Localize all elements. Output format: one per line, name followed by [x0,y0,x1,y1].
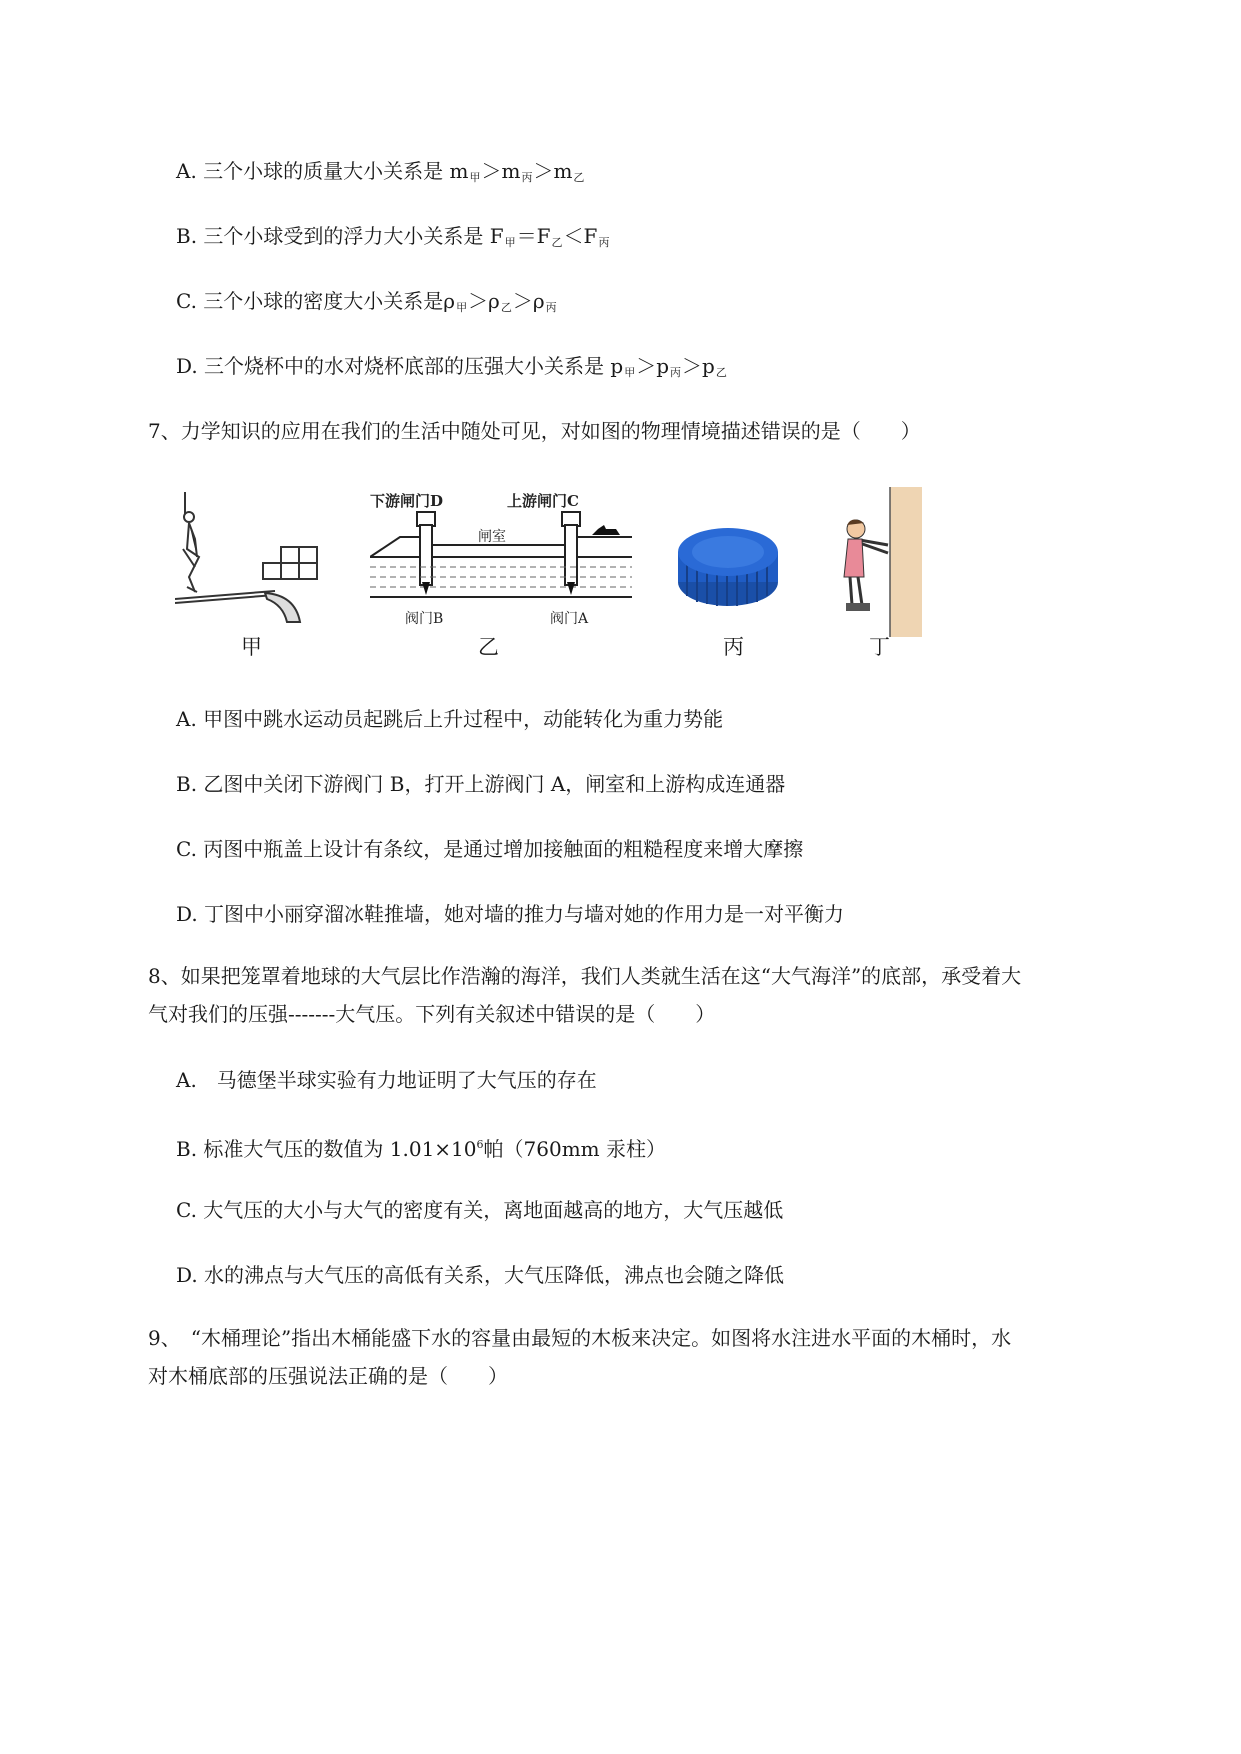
ship-lock-diagram [370,487,635,637]
q7-figure [175,487,925,662]
q8-option-a: A. 马德堡半球实验有力地证明了大气压的存在 [176,1068,597,1092]
q9-stem-line1: 9、 “木桶理论”指出木桶能盛下水的容量由最短的木板来决定。如图将水注进水平面的木桶时，水 [148,1326,1012,1350]
q7-option-b: B. 乙图中关闭下游阀门 B，打开上游阀门 A，闸室和上游构成连通器 [176,772,786,796]
gate-c-label: 上游闸门C [507,492,579,510]
q8-stem-line1: 8、如果把笼罩着地球的大气层比作浩瀚的海洋，我们人类就生活在这“大气海洋”的底部，承受着大 [148,964,1022,988]
q7-option-d: D. 丁图中小丽穿溜冰鞋推墙，她对墙的推力与墙对她的作用力是一对平衡力 [176,902,845,926]
bottle-cap-image [675,522,785,612]
q6-option-c: C. 三个小球的密度大小关系是$\rho_甲>\rho_乙>\rho_丙$ [176,289,557,314]
label-jia: 甲 [241,635,262,659]
label-bing: 丙 [723,635,744,659]
q6-option-b: B. 三个小球受到的浮力大小关系是 $F_甲=F_乙<F_丙$ [176,224,610,249]
q8-option-d: D. 水的沸点与大气压的高低有关系，大气压降低，沸点也会随之降低 [176,1263,785,1287]
chamber-label: 闸室 [478,529,506,545]
q7-option-a: A. 甲图中跳水运动员起跳后上升过程中，动能转化为重力势能 [176,707,724,731]
q9-stem-line2: 对木桶底部的压强说法正确的是（ ） [148,1364,508,1388]
q6-option-a: A. 三个小球的质量大小关系是 $m_甲>m_丙>m_乙$ [176,159,585,184]
girl-pushing-wall-illustration [830,487,925,637]
valve-b-label: 阀门B [405,611,444,627]
q7-option-c: C. 丙图中瓶盖上设计有条纹，是通过增加接触面的粗糙程度来增大摩擦 [176,837,804,861]
valve-a-label: 阀门A [550,611,589,627]
q6-option-d: D. 三个烧杯中的水对烧杯底部的压强大小关系是 $p_甲>p_丙>p_乙$ [176,354,727,379]
gate-d-label: 下游闸门D [370,492,444,510]
diver-illustration [175,487,335,632]
label-ding: 丁 [869,635,890,659]
q8-option-c: C. 大气压的大小与大气的密度有关，离地面越高的地方，大气压越低 [176,1198,784,1222]
q7-stem: 7、力学知识的应用在我们的生活中随处可见，对如图的物理情境描述错误的是（ ） [148,419,921,443]
q8-option-b: B. 标准大气压的数值为 $1.01\times 10^6$帕（760mm 汞柱） [176,1137,666,1161]
label-yi: 乙 [478,635,499,659]
q8-stem-line2: 气对我们的压强-------大气压。下列有关叙述中错误的是（ ） [148,1002,716,1026]
